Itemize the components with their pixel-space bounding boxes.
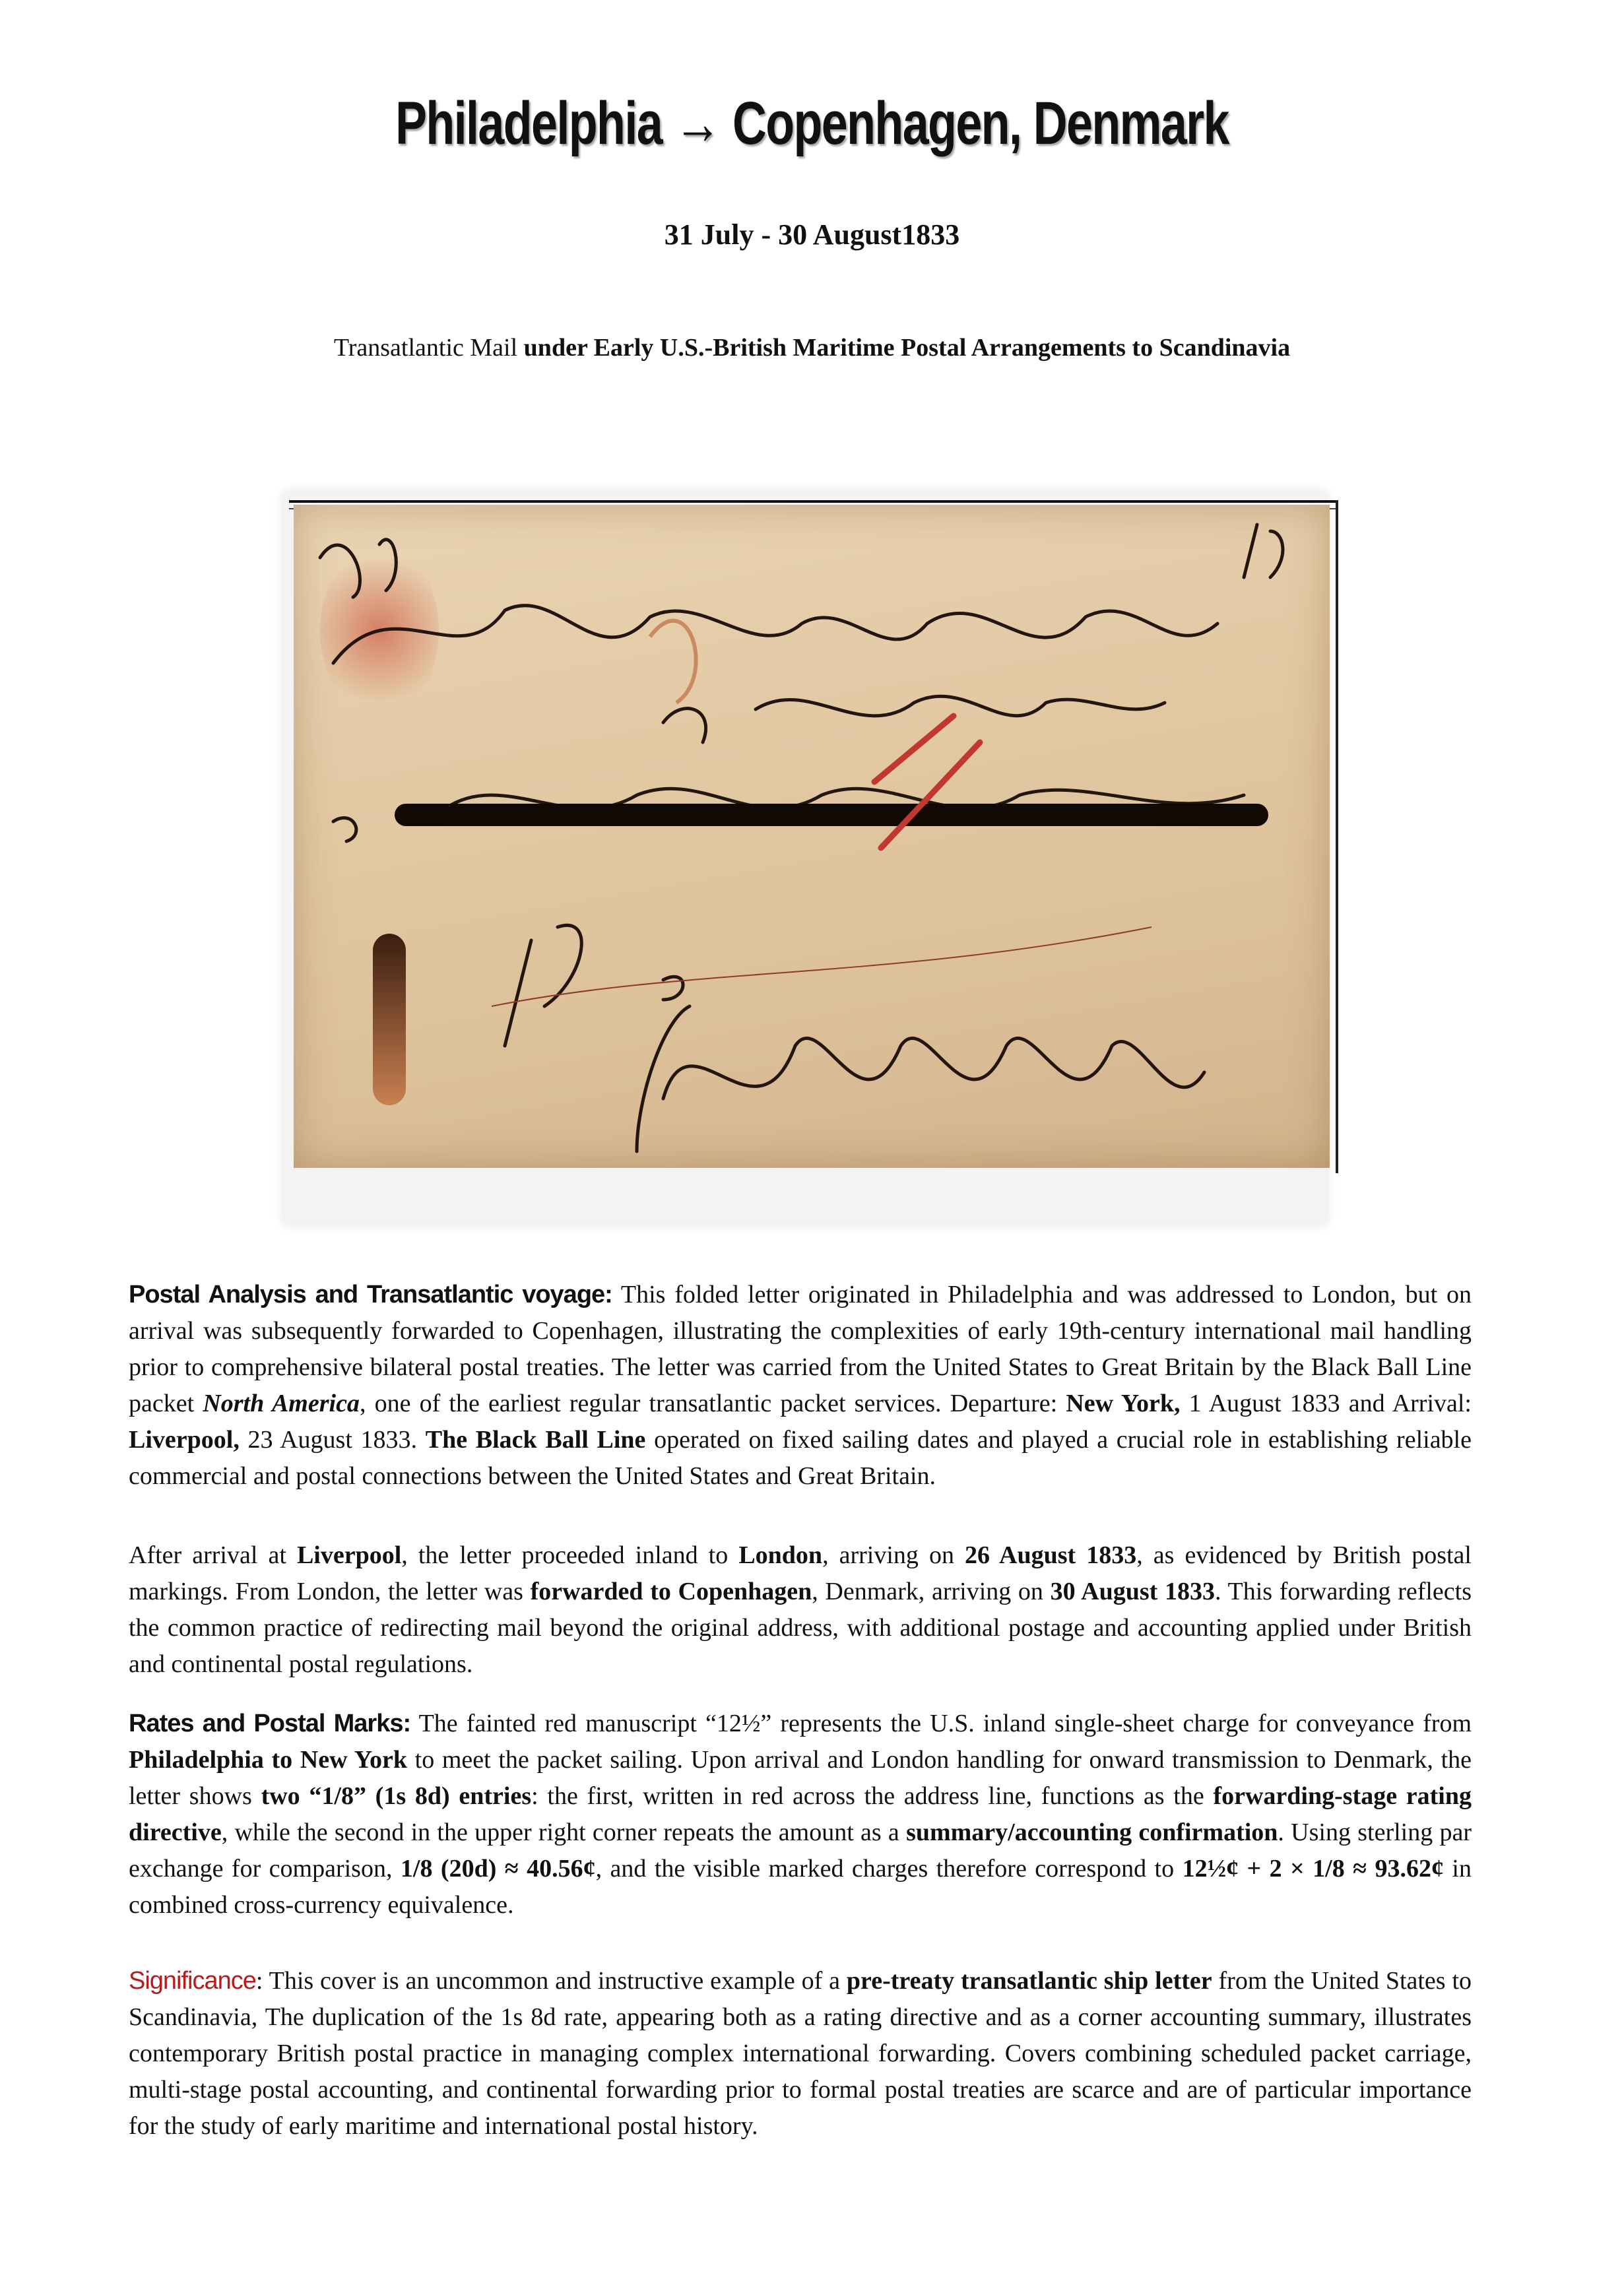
text-segment: , one of the earliest regular transatlantic packet services. Departure:: [359, 1390, 1066, 1417]
text-segment: to meet the packet sailing. Upon arrival and London handling for onward transmission to Denmark, the letter shows: [129, 1746, 1472, 1810]
cover-letter-image: [294, 505, 1330, 1168]
lead-postal-analysis: Postal Analysis and Transatlantic voyage:: [129, 1281, 612, 1308]
bold-segment: forwarding-stage rating directive: [129, 1782, 1472, 1846]
text-segment: : the first, written in red across the address line, functions as the: [531, 1782, 1214, 1810]
lead-rates: Rates and Postal Marks:: [129, 1710, 411, 1737]
departure-port: New York,: [1066, 1390, 1181, 1417]
date-range: 31 July - 30 August1833: [664, 218, 960, 251]
bold-segment: pre-treaty transatlantic ship letter: [846, 1967, 1212, 1995]
text-segment: 23 August 1833.: [239, 1426, 426, 1454]
paragraph-forwarding: [129, 1537, 1472, 1683]
text-segment: . This forwarding reflects the common practice of redirecting mail beyond the original address, with additional postage and accounting applied under British and continental postal regulations.: [129, 1578, 1472, 1678]
bold-segment: summary/accounting confirmation: [906, 1819, 1278, 1846]
paragraph-significance: [129, 1963, 1472, 2144]
bold-segment: two “1/8” (1s 8d) entries: [261, 1782, 532, 1810]
arrival-port: Liverpool,: [129, 1426, 240, 1454]
subtitle-bold: under Early U.S.-British Maritime Postal Arrangements to Scandinavia: [523, 334, 1291, 362]
bold-segment: London: [738, 1541, 823, 1569]
lead-significance: Significance: [129, 1967, 256, 1995]
text-segment: operated on fixed sailing dates and played a crucial role in establishing reliable commercial and postal connections between the United States and Great Britain.: [129, 1426, 1472, 1490]
bold-segment: 1/8 (20d) ≈ 40.56¢: [400, 1855, 596, 1883]
text-segment: This folded letter originated in Philadelphia and was addressed to London, but on arrival was subsequently forwarded to Copenhagen, illustrating the complexities of early 19th-century international mail handling prior to comprehensive bilateral postal treaties. The letter was carried from the United States to Great Britain by the Black Ball Line packet: [129, 1281, 1472, 1417]
text-segment: After arrival at: [129, 1541, 297, 1569]
text-segment: , Denmark, arriving on: [812, 1578, 1051, 1605]
text-segment: , as evidenced by British postal markings. From London, the letter was: [129, 1541, 1472, 1605]
text-segment: , while the second in the upper right corner repeats the amount as a: [221, 1819, 907, 1846]
bold-segment: Liverpool: [296, 1541, 402, 1569]
paragraph-postal-analysis: [129, 1277, 1472, 1495]
mount-edge-right: [1336, 500, 1338, 1173]
text-segment: 1 August 1833 and Arrival:: [1180, 1390, 1472, 1417]
text-segment: , arriving on: [822, 1541, 965, 1569]
text-segment: The fainted red manuscript “12½” represents the U.S. inland single-sheet charge for conveyance from: [410, 1710, 1472, 1737]
paragraph-rates: [129, 1706, 1472, 1923]
bold-segment: Philadelphia to New York: [129, 1746, 407, 1774]
text-segment: from the United States to Scandinavia, The duplication of the 1s 8d rate, appearing both as a rating directive and as a corner accounting summary, illustrates contemporary British postal practice in managing complex international forwarding. Covers combining scheduled packet carriage, multi-stage postal accounting, and continental forwarding prior to formal postal treaties are scarce and are of particular importance for the study of early maritime and international postal history.: [129, 1967, 1472, 2140]
ship-name: North America: [203, 1390, 360, 1417]
text-segment: : This cover is an uncommon and instructive example of a: [255, 1967, 847, 1995]
bold-segment: 12½¢ + 2 × 1/8 ≈ 93.62¢: [1182, 1855, 1444, 1883]
text-segment: in combined cross-currency equivalence.: [129, 1855, 1472, 1919]
page-subtitle: [0, 333, 1624, 362]
bold-segment: forwarded to Copenhagen: [530, 1578, 812, 1605]
bold-segment: 26 August 1833: [965, 1541, 1137, 1569]
text-segment: . Using sterling par exchange for comparison,: [129, 1819, 1472, 1883]
page-title: Philadelphia → Copenhagen, Denmark: [395, 90, 1229, 157]
black-ball-line: The Black Ball Line: [425, 1426, 646, 1454]
text-segment: , and the visible marked charges therefore correspond to: [595, 1855, 1183, 1883]
manuscript-writing: [294, 505, 1330, 1168]
subtitle-plain: Transatlantic Mail: [333, 334, 524, 362]
bold-segment: 30 August 1833: [1050, 1578, 1215, 1605]
text-segment: , the letter proceeded inland to: [401, 1541, 739, 1569]
